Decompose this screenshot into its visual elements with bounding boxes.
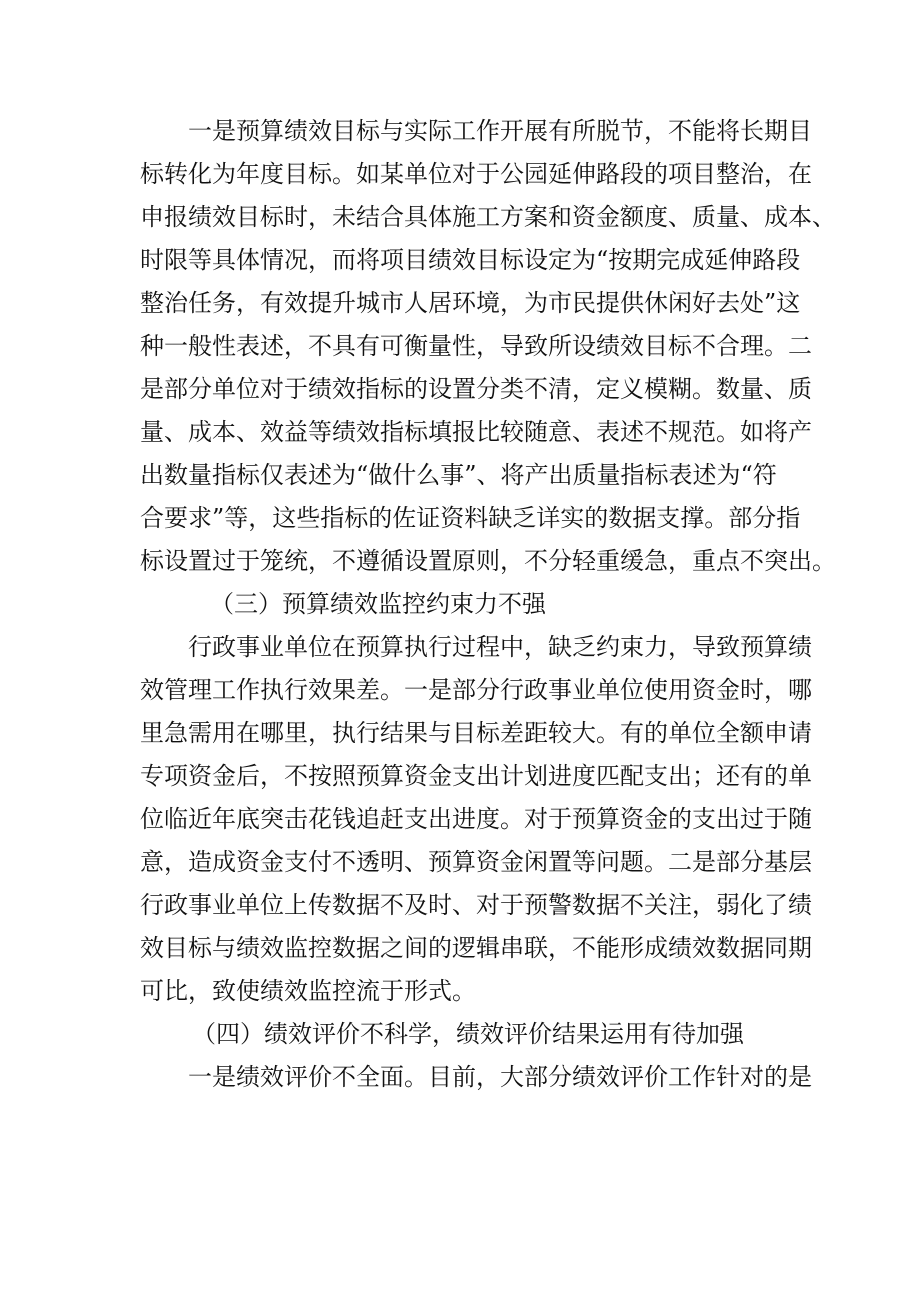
paragraph-line: 整治任务，有效提升城市人居环境，为市民提供休闲好去处”这 <box>140 289 801 317</box>
paragraph-line: 标转化为年度目标。如某单位对于公园延伸路段的项目整治，在 <box>140 160 812 188</box>
document-page <box>140 110 836 1099</box>
paragraph-line: 行政事业单位上传数据不及时、对于预警数据不关注，弱化了绩 <box>140 891 812 919</box>
paragraph-line: 种一般性表述，不具有可衡量性，导致所设绩效目标不合理。二 <box>140 332 812 360</box>
paragraph-line: 时限等具体情况，而将项目绩效目标设定为“按期完成延伸路段 <box>140 246 801 274</box>
paragraph-line: 一是绩效评价不全面。目前，大部分绩效评价工作针对的是 <box>188 1063 812 1091</box>
paragraph-line: 行政事业单位在预算执行过程中，缺乏约束力，导致预算绩 <box>188 633 812 661</box>
paragraph-line: 意，造成资金支付不透明、预算资金闲置等问题。二是部分基层 <box>140 848 812 876</box>
paragraph-line: 量、成本、效益等绩效指标填报比较随意、表述不规范。如将产 <box>140 418 812 446</box>
paragraph-line: 可比，致使绩效监控流于形式。 <box>140 977 476 1005</box>
paragraph-line: 效管理工作执行效果差。一是部分行政事业单位使用资金时，哪 <box>140 676 812 704</box>
paragraph-line: 是部分单位对于绩效指标的设置分类不清，定义模糊。数量、质 <box>140 375 812 403</box>
paragraph-line: 位临近年底突击花钱追赶支出进度。对于预算资金的支出过于随 <box>140 805 812 833</box>
paragraph-line: 效目标与绩效监控数据之间的逻辑串联，不能形成绩效数据同期 <box>140 934 812 962</box>
paragraph-line: 一是预算绩效目标与实际工作开展有所脱节，不能将长期目 <box>188 117 812 145</box>
paragraph-line: 出数量指标仅表述为“做什么事”、将产出质量指标表述为“符 <box>140 461 777 489</box>
paragraph-line: 里急需用在哪里，执行结果与目标差距较大。有的单位全额申请 <box>140 719 812 747</box>
paragraph-line: 专项资金后，不按照预算资金支出计划进度匹配支出；还有的单 <box>140 762 812 790</box>
paragraph-line: 标设置过于笼统，不遵循设置原则，不分轻重缓急，重点不突出。 <box>140 547 836 575</box>
section-heading-4: （四）绩效评价不科学，绩效评价结果运用有待加强 <box>192 1020 744 1048</box>
section-heading-3: （三）预算绩效监控约束力不强 <box>210 590 546 618</box>
paragraph-line: 申报绩效目标时，未结合具体施工方案和资金额度、质量、成本、 <box>140 203 836 231</box>
paragraph-line: 合要求”等，这些指标的佐证资料缺乏详实的数据支撑。部分指 <box>140 504 801 532</box>
